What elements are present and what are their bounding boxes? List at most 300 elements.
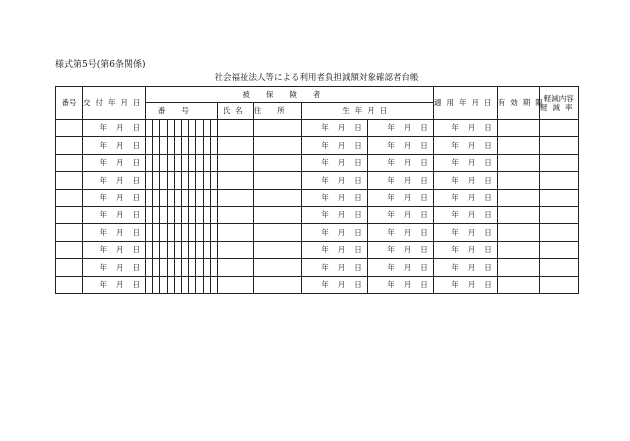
insured-number-digit-cell[interactable] xyxy=(167,120,174,137)
header-name: 氏名 xyxy=(217,103,253,120)
date-year-label: 年 xyxy=(321,245,329,255)
apply-date-cell[interactable] xyxy=(367,276,433,293)
date-placeholder xyxy=(83,264,145,272)
issue-date-cell[interactable] xyxy=(83,206,146,223)
insured-number-digit-cell[interactable] xyxy=(189,172,196,189)
insured-number-digit-cell[interactable] xyxy=(210,224,217,241)
reduction-cell[interactable] xyxy=(497,154,539,171)
header-insured-number: 番号 xyxy=(146,103,218,120)
insured-number-digit-cell[interactable] xyxy=(203,276,210,293)
issue-date-cell[interactable] xyxy=(83,259,146,276)
insured-number-digit-cell[interactable] xyxy=(203,154,210,171)
date-month-label: 月 xyxy=(116,245,124,255)
date-placeholder xyxy=(302,142,367,150)
date-day-label: 日 xyxy=(354,227,362,237)
date-month-label: 月 xyxy=(337,279,346,289)
address-cell[interactable] xyxy=(253,137,301,154)
date-day-label: 日 xyxy=(420,227,428,237)
date-year-label: 年 xyxy=(451,262,459,272)
insured-number-digit-cell[interactable] xyxy=(160,276,167,293)
date-year-label: 年 xyxy=(99,123,107,133)
issue-date-cell[interactable] xyxy=(83,172,146,189)
insured-number-digit-cell[interactable] xyxy=(181,172,188,189)
valid-period-cell[interactable] xyxy=(433,241,497,258)
reduction-cell[interactable] xyxy=(497,276,539,293)
date-month-label: 月 xyxy=(116,193,124,202)
date-month-label: 月 xyxy=(467,123,476,133)
date-placeholder xyxy=(368,194,433,202)
insured-number-digit-cell[interactable] xyxy=(203,259,210,276)
date-day-label: 日 xyxy=(132,227,140,237)
date-year-label: 年 xyxy=(321,279,329,289)
date-month-label: 月 xyxy=(337,227,346,237)
date-year-label: 年 xyxy=(387,210,395,220)
reduction-cell[interactable] xyxy=(497,172,539,189)
insured-number-digit-cell[interactable] xyxy=(160,224,167,241)
date-placeholder xyxy=(368,281,433,289)
name-cell[interactable] xyxy=(217,120,253,137)
apply-date-cell[interactable] xyxy=(367,259,433,276)
insured-number-digit-cell[interactable] xyxy=(189,276,196,293)
name-cell[interactable] xyxy=(217,172,253,189)
date-month-label: 月 xyxy=(467,140,476,150)
date-placeholder xyxy=(368,229,433,237)
birth-date-cell[interactable] xyxy=(301,206,367,223)
reduction-cell[interactable] xyxy=(497,241,539,258)
apply-date-cell[interactable] xyxy=(367,120,433,137)
address-cell[interactable] xyxy=(253,154,301,171)
insured-number-digit-cell[interactable] xyxy=(146,224,153,241)
date-day-label: 日 xyxy=(132,140,140,150)
date-placeholder xyxy=(368,124,433,132)
insured-number-digit-cell[interactable] xyxy=(174,224,181,241)
apply-date-cell[interactable] xyxy=(367,224,433,241)
row-number-cell[interactable] xyxy=(56,206,83,223)
date-placeholder xyxy=(302,159,367,167)
insured-number-digit-cell[interactable] xyxy=(181,206,188,223)
insured-number-digit-cell[interactable] xyxy=(210,120,217,137)
insured-number-digit-cell[interactable] xyxy=(196,276,203,293)
table-row xyxy=(56,189,579,206)
date-month-label: 月 xyxy=(403,262,412,272)
apply-date-cell[interactable] xyxy=(367,189,433,206)
insured-number-digit-cell[interactable] xyxy=(174,276,181,293)
insured-number-digit-cell[interactable] xyxy=(196,172,203,189)
date-day-label: 日 xyxy=(354,140,362,150)
insured-number-digit-cell[interactable] xyxy=(160,172,167,189)
date-day-label: 日 xyxy=(354,193,362,202)
address-cell[interactable] xyxy=(253,259,301,276)
birth-date-cell[interactable] xyxy=(301,241,367,258)
insured-number-digit-cell[interactable] xyxy=(210,189,217,206)
date-placeholder xyxy=(368,142,433,150)
form-title: 社会福祉法人等による利用者負担減額対象確認者台帳 xyxy=(214,73,419,83)
apply-date-cell[interactable] xyxy=(367,206,433,223)
insured-number-digit-cell[interactable] xyxy=(196,120,203,137)
date-year-label: 年 xyxy=(451,175,459,185)
insured-number-digit-cell[interactable] xyxy=(160,241,167,258)
insured-number-digit-cell[interactable] xyxy=(153,206,160,223)
address-cell[interactable] xyxy=(253,189,301,206)
insured-number-digit-cell[interactable] xyxy=(196,137,203,154)
insured-number-digit-cell[interactable] xyxy=(167,189,174,206)
insured-number-digit-cell[interactable] xyxy=(181,276,188,293)
header-valid-period: 有効期限 xyxy=(497,87,539,120)
date-placeholder xyxy=(434,281,497,289)
name-cell[interactable] xyxy=(217,224,253,241)
row-number-cell[interactable] xyxy=(56,276,83,293)
valid-period-cell[interactable] xyxy=(433,154,497,171)
date-placeholder xyxy=(434,211,497,219)
date-day-label: 日 xyxy=(132,279,140,289)
date-month-label: 月 xyxy=(403,140,412,150)
insured-number-digit-cell[interactable] xyxy=(181,241,188,258)
insured-number-digit-cell[interactable] xyxy=(189,189,196,206)
insured-number-digit-cell[interactable] xyxy=(174,120,181,137)
insured-number-digit-cell[interactable] xyxy=(146,137,153,154)
date-day-label: 日 xyxy=(420,140,428,150)
valid-period-cell[interactable] xyxy=(433,137,497,154)
date-placeholder xyxy=(83,229,145,237)
issue-date-cell[interactable] xyxy=(83,137,146,154)
insured-number-digit-cell[interactable] xyxy=(153,241,160,258)
insured-number-digit-cell[interactable] xyxy=(196,259,203,276)
date-day-label: 日 xyxy=(484,123,492,133)
date-year-label: 年 xyxy=(387,193,395,202)
date-placeholder xyxy=(302,194,367,202)
birth-date-cell[interactable] xyxy=(301,120,367,137)
insured-number-digit-cell[interactable] xyxy=(153,172,160,189)
insured-number-digit-cell[interactable] xyxy=(210,259,217,276)
insured-number-digit-cell[interactable] xyxy=(203,224,210,241)
reduction-cell[interactable] xyxy=(497,259,539,276)
name-cell[interactable] xyxy=(217,276,253,293)
insured-number-digit-cell[interactable] xyxy=(189,137,196,154)
row-number-cell[interactable] xyxy=(56,189,83,206)
date-month-label: 月 xyxy=(403,227,412,237)
row-number-cell[interactable] xyxy=(56,224,83,241)
insured-number-digit-cell[interactable] xyxy=(160,154,167,171)
valid-period-cell[interactable] xyxy=(433,189,497,206)
date-year-label: 年 xyxy=(451,123,459,133)
date-year-label: 年 xyxy=(321,175,329,185)
insured-number-digit-cell[interactable] xyxy=(196,189,203,206)
date-day-label: 日 xyxy=(484,227,492,237)
date-placeholder xyxy=(83,211,145,219)
insured-number-digit-cell[interactable] xyxy=(174,259,181,276)
remarks-cell[interactable] xyxy=(539,241,578,258)
date-day-label: 日 xyxy=(132,175,140,185)
remarks-cell[interactable] xyxy=(539,206,578,223)
insured-number-digit-cell[interactable] xyxy=(160,137,167,154)
date-placeholder xyxy=(368,246,433,254)
date-day-label: 日 xyxy=(420,175,428,185)
reduction-cell[interactable] xyxy=(497,206,539,223)
date-day-label: 日 xyxy=(484,279,492,289)
reduction-cell[interactable] xyxy=(497,224,539,241)
date-placeholder xyxy=(302,211,367,219)
date-month-label: 月 xyxy=(467,175,476,185)
date-placeholder xyxy=(434,124,497,132)
insured-number-digit-cell[interactable] xyxy=(203,206,210,223)
date-month-label: 月 xyxy=(116,210,124,220)
insured-number-digit-cell[interactable] xyxy=(146,206,153,223)
remarks-cell[interactable] xyxy=(539,276,578,293)
birth-date-cell[interactable] xyxy=(301,189,367,206)
insured-number-digit-cell[interactable] xyxy=(167,172,174,189)
name-cell[interactable] xyxy=(217,189,253,206)
insured-number-digit-cell[interactable] xyxy=(189,120,196,137)
row-number-cell[interactable] xyxy=(56,241,83,258)
date-month-label: 月 xyxy=(403,193,412,202)
date-year-label: 年 xyxy=(451,279,459,289)
insured-number-digit-cell[interactable] xyxy=(160,120,167,137)
apply-date-cell[interactable] xyxy=(367,154,433,171)
insured-number-digit-cell[interactable] xyxy=(196,224,203,241)
date-year-label: 年 xyxy=(99,158,107,168)
issue-date-cell[interactable] xyxy=(83,120,146,137)
insured-number-digit-cell[interactable] xyxy=(153,224,160,241)
date-day-label: 日 xyxy=(420,123,428,133)
date-month-label: 月 xyxy=(337,245,346,255)
insured-number-digit-cell[interactable] xyxy=(210,276,217,293)
insured-number-digit-cell[interactable] xyxy=(146,120,153,137)
table-row xyxy=(56,224,579,241)
remarks-cell[interactable] xyxy=(539,154,578,171)
date-month-label: 月 xyxy=(403,210,412,220)
remarks-cell[interactable] xyxy=(539,120,578,137)
date-placeholder xyxy=(434,264,497,272)
address-cell[interactable] xyxy=(253,241,301,258)
insured-number-digit-cell[interactable] xyxy=(181,189,188,206)
date-month-label: 月 xyxy=(467,210,476,220)
insured-number-digit-cell[interactable] xyxy=(210,241,217,258)
remarks-cell[interactable] xyxy=(539,189,578,206)
date-day-label: 日 xyxy=(132,158,140,168)
address-cell[interactable] xyxy=(253,172,301,189)
date-month-label: 月 xyxy=(337,158,346,168)
date-month-label: 月 xyxy=(403,175,412,185)
date-day-label: 日 xyxy=(354,279,362,289)
insured-number-digit-cell[interactable] xyxy=(146,172,153,189)
insured-number-digit-cell[interactable] xyxy=(167,276,174,293)
insured-number-digit-cell[interactable] xyxy=(189,154,196,171)
birth-date-cell[interactable] xyxy=(301,137,367,154)
date-year-label: 年 xyxy=(451,193,459,202)
row-number-cell[interactable] xyxy=(56,172,83,189)
insured-number-digit-cell[interactable] xyxy=(196,241,203,258)
row-number-cell[interactable] xyxy=(56,137,83,154)
insured-number-digit-cell[interactable] xyxy=(181,120,188,137)
insured-number-digit-cell[interactable] xyxy=(167,137,174,154)
remarks-cell[interactable] xyxy=(539,172,578,189)
name-cell[interactable] xyxy=(217,241,253,258)
insured-number-digit-cell[interactable] xyxy=(174,154,181,171)
insured-number-digit-cell[interactable] xyxy=(146,189,153,206)
insured-number-digit-cell[interactable] xyxy=(167,241,174,258)
date-year-label: 年 xyxy=(321,193,329,202)
insured-number-digit-cell[interactable] xyxy=(181,224,188,241)
birth-date-cell[interactable] xyxy=(301,154,367,171)
address-cell[interactable] xyxy=(253,276,301,293)
insured-number-digit-cell[interactable] xyxy=(153,137,160,154)
date-placeholder xyxy=(302,246,367,254)
valid-period-cell[interactable] xyxy=(433,224,497,241)
insured-number-digit-cell[interactable] xyxy=(203,241,210,258)
date-year-label: 年 xyxy=(451,140,459,150)
insured-number-digit-cell[interactable] xyxy=(189,224,196,241)
insured-number-digit-cell[interactable] xyxy=(160,206,167,223)
issue-date-cell[interactable] xyxy=(83,189,146,206)
insured-number-digit-cell[interactable] xyxy=(210,154,217,171)
remarks-cell[interactable] xyxy=(539,137,578,154)
insured-number-digit-cell[interactable] xyxy=(210,206,217,223)
date-month-label: 月 xyxy=(403,245,412,255)
date-day-label: 日 xyxy=(354,245,362,255)
date-placeholder xyxy=(302,229,367,237)
insured-number-digit-cell[interactable] xyxy=(167,154,174,171)
date-placeholder xyxy=(434,246,497,254)
valid-period-cell[interactable] xyxy=(433,259,497,276)
date-year-label: 年 xyxy=(99,193,107,202)
issue-date-cell[interactable] xyxy=(83,154,146,171)
valid-period-cell[interactable] xyxy=(433,120,497,137)
birth-date-cell[interactable] xyxy=(301,259,367,276)
insured-number-digit-cell[interactable] xyxy=(203,137,210,154)
birth-date-cell[interactable] xyxy=(301,224,367,241)
date-month-label: 月 xyxy=(116,227,124,237)
date-day-label: 日 xyxy=(420,210,428,220)
date-day-label: 日 xyxy=(484,193,492,202)
insured-number-digit-cell[interactable] xyxy=(174,206,181,223)
table-row xyxy=(56,154,579,171)
insured-number-digit-cell[interactable] xyxy=(160,259,167,276)
reduction-cell[interactable] xyxy=(497,137,539,154)
date-month-label: 月 xyxy=(467,245,476,255)
insured-number-digit-cell[interactable] xyxy=(189,206,196,223)
name-cell[interactable] xyxy=(217,154,253,171)
address-cell[interactable] xyxy=(253,206,301,223)
insured-number-digit-cell[interactable] xyxy=(146,259,153,276)
date-month-label: 月 xyxy=(337,210,346,220)
apply-date-cell[interactable] xyxy=(367,137,433,154)
insured-number-digit-cell[interactable] xyxy=(203,172,210,189)
name-cell[interactable] xyxy=(217,137,253,154)
date-month-label: 月 xyxy=(403,158,412,168)
date-placeholder xyxy=(302,177,367,185)
birth-date-cell[interactable] xyxy=(301,172,367,189)
date-day-label: 日 xyxy=(132,193,140,202)
insured-number-digit-cell[interactable] xyxy=(210,137,217,154)
reduction-cell[interactable] xyxy=(497,120,539,137)
insured-number-digit-cell[interactable] xyxy=(196,206,203,223)
address-cell[interactable] xyxy=(253,224,301,241)
table-row xyxy=(56,241,579,258)
address-cell[interactable] xyxy=(253,120,301,137)
apply-date-cell[interactable] xyxy=(367,241,433,258)
date-day-label: 日 xyxy=(484,245,492,255)
insured-number-digit-cell[interactable] xyxy=(189,241,196,258)
insured-number-digit-cell[interactable] xyxy=(203,189,210,206)
insured-number-digit-cell[interactable] xyxy=(153,259,160,276)
date-year-label: 年 xyxy=(387,140,395,150)
date-day-label: 日 xyxy=(354,175,362,185)
header-reduction-line2: 軽減率 xyxy=(540,103,578,112)
row-number-cell[interactable] xyxy=(56,259,83,276)
date-placeholder xyxy=(434,177,497,185)
date-day-label: 日 xyxy=(420,262,428,272)
issue-date-cell[interactable] xyxy=(83,224,146,241)
date-day-label: 日 xyxy=(132,123,140,133)
insured-number-digit-cell[interactable] xyxy=(146,154,153,171)
date-month-label: 月 xyxy=(337,262,346,272)
insured-number-digit-cell[interactable] xyxy=(153,276,160,293)
valid-period-cell[interactable] xyxy=(433,276,497,293)
date-day-label: 日 xyxy=(484,210,492,220)
insured-number-digit-cell[interactable] xyxy=(167,224,174,241)
insured-number-digit-cell[interactable] xyxy=(181,259,188,276)
insured-number-digit-cell[interactable] xyxy=(146,276,153,293)
row-number-cell[interactable] xyxy=(56,154,83,171)
insured-number-digit-cell[interactable] xyxy=(167,259,174,276)
remarks-cell[interactable] xyxy=(539,259,578,276)
header-insured-group: 被保険者 xyxy=(146,87,434,103)
date-year-label: 年 xyxy=(451,227,459,237)
name-cell[interactable] xyxy=(217,259,253,276)
birth-date-cell[interactable] xyxy=(301,276,367,293)
issue-date-cell[interactable] xyxy=(83,241,146,258)
header-reduction xyxy=(539,87,578,120)
insured-number-digit-cell[interactable] xyxy=(174,172,181,189)
ledger-table xyxy=(55,86,579,294)
insured-number-digit-cell[interactable] xyxy=(146,241,153,258)
date-year-label: 年 xyxy=(99,227,107,237)
insured-number-digit-cell[interactable] xyxy=(181,154,188,171)
date-day-label: 日 xyxy=(420,245,428,255)
date-year-label: 年 xyxy=(99,210,107,220)
insured-number-digit-cell[interactable] xyxy=(167,206,174,223)
insured-number-digit-cell[interactable] xyxy=(153,189,160,206)
insured-number-digit-cell[interactable] xyxy=(203,120,210,137)
insured-number-digit-cell[interactable] xyxy=(174,189,181,206)
insured-number-digit-cell[interactable] xyxy=(153,120,160,137)
insured-number-digit-cell[interactable] xyxy=(153,154,160,171)
valid-period-cell[interactable] xyxy=(433,172,497,189)
insured-number-digit-cell[interactable] xyxy=(160,189,167,206)
date-placeholder xyxy=(83,194,145,202)
row-number-cell[interactable] xyxy=(56,120,83,137)
name-cell[interactable] xyxy=(217,206,253,223)
date-year-label: 年 xyxy=(99,140,107,150)
date-month-label: 月 xyxy=(116,123,124,133)
insured-number-digit-cell[interactable] xyxy=(189,259,196,276)
insured-number-digit-cell[interactable] xyxy=(174,241,181,258)
header-number: 番号 xyxy=(56,87,83,120)
remarks-cell[interactable] xyxy=(539,224,578,241)
reduction-cell[interactable] xyxy=(497,189,539,206)
insured-number-digit-cell[interactable] xyxy=(210,172,217,189)
date-month-label: 月 xyxy=(337,193,346,202)
issue-date-cell[interactable] xyxy=(83,276,146,293)
insured-number-digit-cell[interactable] xyxy=(196,154,203,171)
insured-number-digit-cell[interactable] xyxy=(181,137,188,154)
valid-period-cell[interactable] xyxy=(433,206,497,223)
apply-date-cell[interactable] xyxy=(367,172,433,189)
insured-number-digit-cell[interactable] xyxy=(174,137,181,154)
date-day-label: 日 xyxy=(484,175,492,185)
date-year-label: 年 xyxy=(387,245,395,255)
date-day-label: 日 xyxy=(420,158,428,168)
